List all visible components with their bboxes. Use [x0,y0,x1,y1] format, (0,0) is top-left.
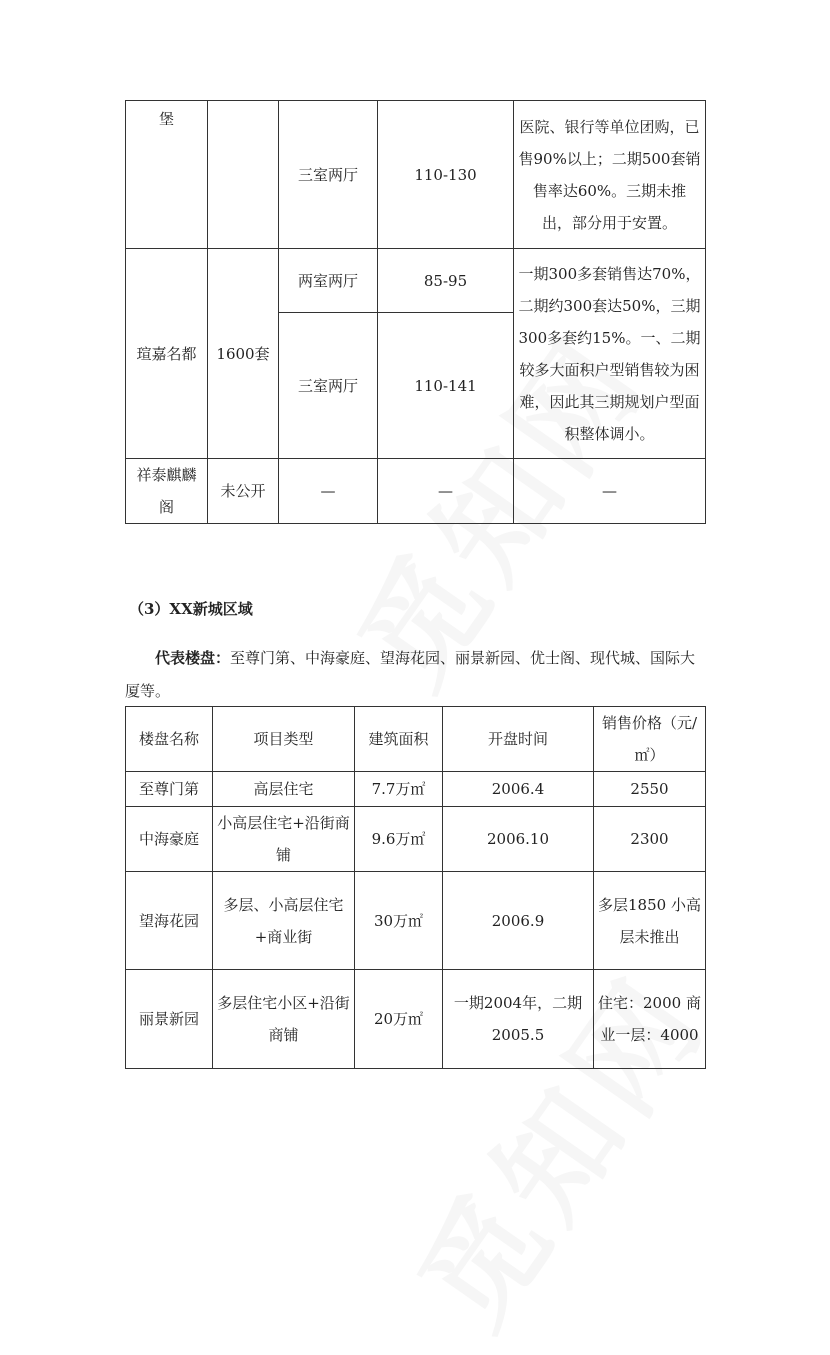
cell: 小高层住宅+沿街商铺 [213,807,355,872]
cell: 望海花园 [126,872,213,970]
header-cell: 开盘时间 [443,707,594,772]
cell: 多层、小高层住宅+商业街 [213,872,355,970]
lead-paragraph [125,642,707,708]
unit-area: — [378,459,514,524]
cell: 2006.4 [443,772,594,807]
lead-text: 至尊门第、中海豪庭、望海花园、丽景新园、优士阁、现代城、国际大厦等。 [125,649,696,700]
unit-area: 110-130 [378,101,514,249]
table-row [126,249,706,313]
cell: 2006.9 [443,872,594,970]
xx-new-city-table [125,706,706,1069]
cell: 一期2004年，二期2005.5 [443,970,594,1069]
cell: 2300 [594,807,706,872]
unit-type: 两室两厅 [279,249,378,313]
unit-count: 1600套 [208,249,279,459]
cell: 丽景新园 [126,970,213,1069]
lead-label: 代表楼盘： [155,649,231,667]
table-row [126,772,706,807]
cell: 30万㎡ [355,872,443,970]
sales-note: 一期300多套销售达70%，二期约300套达50%，三期300多套约15%。一、二期较多大面积户型销售较为困难，因此其三期规划户型面积整体调小。 [514,249,706,459]
unit-type: 三室两厅 [279,313,378,459]
cell: 7.7万㎡ [355,772,443,807]
cell: 多层1850 小高层未推出 [594,872,706,970]
cell: 多层住宅小区+沿街商铺 [213,970,355,1069]
unit-type: — [279,459,378,524]
sales-table-continued [125,100,706,524]
header-cell: 建筑面积 [355,707,443,772]
project-name: 祥泰麒麟阁 [126,459,208,524]
cell: 住宅：2000 商业一层：4000 [594,970,706,1069]
unit-count [208,101,279,249]
cell: 至尊门第 [126,772,213,807]
header-cell: 销售价格（元/㎡） [594,707,706,772]
cell: 20万㎡ [355,970,443,1069]
unit-area: 85-95 [378,249,514,313]
unit-count: 未公开 [208,459,279,524]
cell: 中海豪庭 [126,807,213,872]
cell: 高层住宅 [213,772,355,807]
sales-note: 医院、银行等单位团购，已售90%以上；二期500套销售率达60%。三期未推出，部分用于安置。 [514,101,706,249]
project-name: 堡 [126,101,208,249]
unit-type: 三室两厅 [279,101,378,249]
section-heading: （3）XX新城区域 [129,600,253,618]
sales-note: — [514,459,706,524]
cell: 2550 [594,772,706,807]
table-row [126,970,706,1069]
header-cell: 楼盘名称 [126,707,213,772]
table-row [126,872,706,970]
project-name: 瑄嘉名都 [126,249,208,459]
table-row [126,807,706,872]
table-header-row [126,707,706,772]
cell: 2006.10 [443,807,594,872]
table-row [126,459,706,524]
cell: 9.6万㎡ [355,807,443,872]
unit-area: 110-141 [378,313,514,459]
header-cell: 项目类型 [213,707,355,772]
table-row [126,101,706,249]
